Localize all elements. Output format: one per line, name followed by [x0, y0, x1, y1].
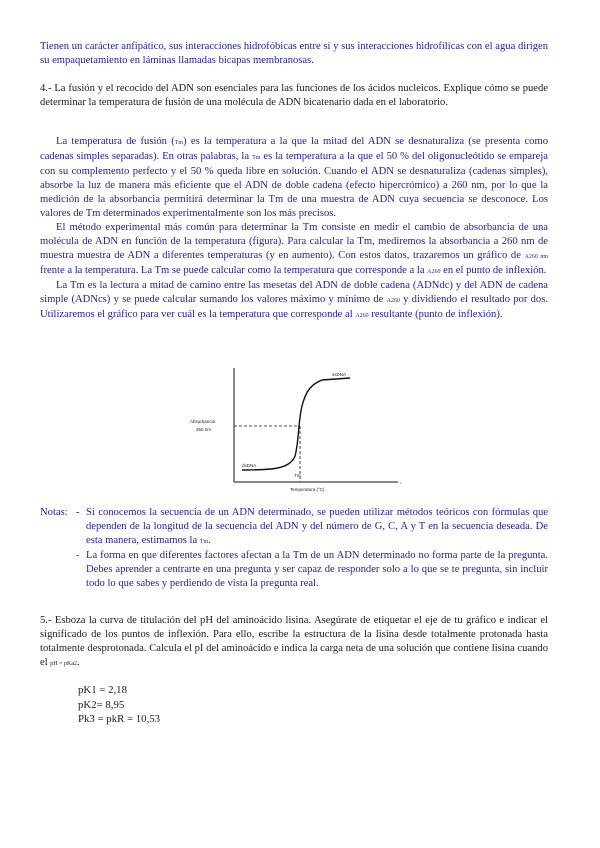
intro-paragraph: Tienen un carácter anfipático, sus interacciones hidrofóbicas entre sí y sus interacciones hidrofílicas con el agua dirigen su empaquetamiento en láminas llamadas bicapas membranosas.: [40, 41, 548, 66]
answer-paragraph-3: La Tm es la lectura a mitad de camino entre las mesetas del ADN de doble cadena (ADNdc) y del ADN de cadena simple (ADNcs) y se puede calcular sumando los valores máximo y mínimo de A260 y dividiendo el resultado por dos. Utilizaremos el gráfico para ver cuál es la temperatura que corresponde al A260 resultante (punto de inflexión).: [40, 280, 548, 320]
tm-label: Tm: [294, 473, 301, 478]
question-5-text: 5.- Esboza la curva de titulación del pH del aminoácido lisina. Asegúrate de etiquetar el eje de tu gráfico e indicar el significado de los puntos de inflexión. Para ello, escribe la estructura de la lisina desde totalmente protonada hasta totalmente desprotonada. Calcula el pI del aminoácido e indica la carga neta de una solución que contiene lisina cuando el pH = pKa2.: [40, 615, 548, 668]
pk-values: [78, 683, 160, 727]
note-1: Notas: - Si conocemos la secuencia de un ADN determinado, se pueden utilizar métodos teóricos con fórmulas que dependen de la longitud de la secuencia del ADN y del número de G, C, A y T en la secuencia deseada. De esta manera, estimamos la Tm.: [40, 506, 548, 549]
x-axis-arrow-mark: ›: [400, 481, 402, 486]
answer-4: [40, 135, 548, 323]
notes-block: [40, 506, 548, 591]
y-axis-label-1: Absorbancia: [190, 419, 216, 424]
intro-block: [40, 40, 548, 68]
question-4: [40, 82, 548, 110]
answer-paragraph-2: El método experimental más común para determinar la Tm consiste en medir el cambio de absorbancia de una molécula de ADN en función de la temperatura (figura). Para calcular la Tm, mediremos la absorbancia a 260 nm de muestra muestra de ADN a diferentes temperaturas (y en aumento). Con estos datos, trazaremos un gráfico de A260 nm frente a la temperatura. La Tm se puede calcular como la temperatura que corresponde a la A260 en el punto de inflexión.: [40, 222, 549, 276]
note-2: - La forma en que diferentes factores afectan a la Tm de un ADN determinado no forma parte de la pregunta. Debes aprender a centrarte en una pregunta y ser capaz de responder solo a lo que se te pregunta, sin incluir todo lo que sabes y perdiendo de vista la pregunta real.: [76, 550, 548, 589]
question-4-text: 4.- La fusión y el recocido del ADN son esenciales para las funciones de los ácidos nucleicos. Explique cómo se puede determinar la temperatura de fusión de una molécula de ADN bicatenario dada en el laboratorio.: [40, 83, 548, 108]
melting-curve-figure: [176, 360, 416, 508]
pk3-value: Pk3 = pkR = 10,53: [78, 713, 161, 725]
y-axis-label-2: 260 nm: [196, 427, 212, 432]
pk1-value: pK1 = 2,18: [78, 684, 127, 696]
notes-label: Notas:: [40, 507, 68, 518]
sigmoid-curve: [242, 378, 350, 470]
ssdna-label: ssDNA: [332, 372, 347, 377]
x-axis-label: Temperatura (°C): [290, 487, 325, 492]
question-5: [40, 614, 548, 671]
dsdna-label: dsDNA: [242, 463, 257, 468]
answer-paragraph-1: La temperatura de fusión (Tm) es la temperatura a la que la mitad del ADN se desnaturaliza (se presenta como cadenas simples separadas). En otras palabras, la Tm es la temperatura a la que el 50 % del oligonucleótido se empareja con su complemento perfecto y el 50 % queda libre en solución. Cuando el ADN se desnaturaliza (cadenas simples), absorbe la luz de manera más eficiente que el ADN de doble cadena (efecto hipercrómico) a 260 nm, por lo que la medición de la absorbancia permitirá determinar la Tm de una muestra de ADN cuya secuencia se desconoce. Los valores de Tm determinados experimentalmente son los más precisos.: [40, 136, 548, 219]
pk2-value: pK2= 8,95: [78, 698, 125, 711]
